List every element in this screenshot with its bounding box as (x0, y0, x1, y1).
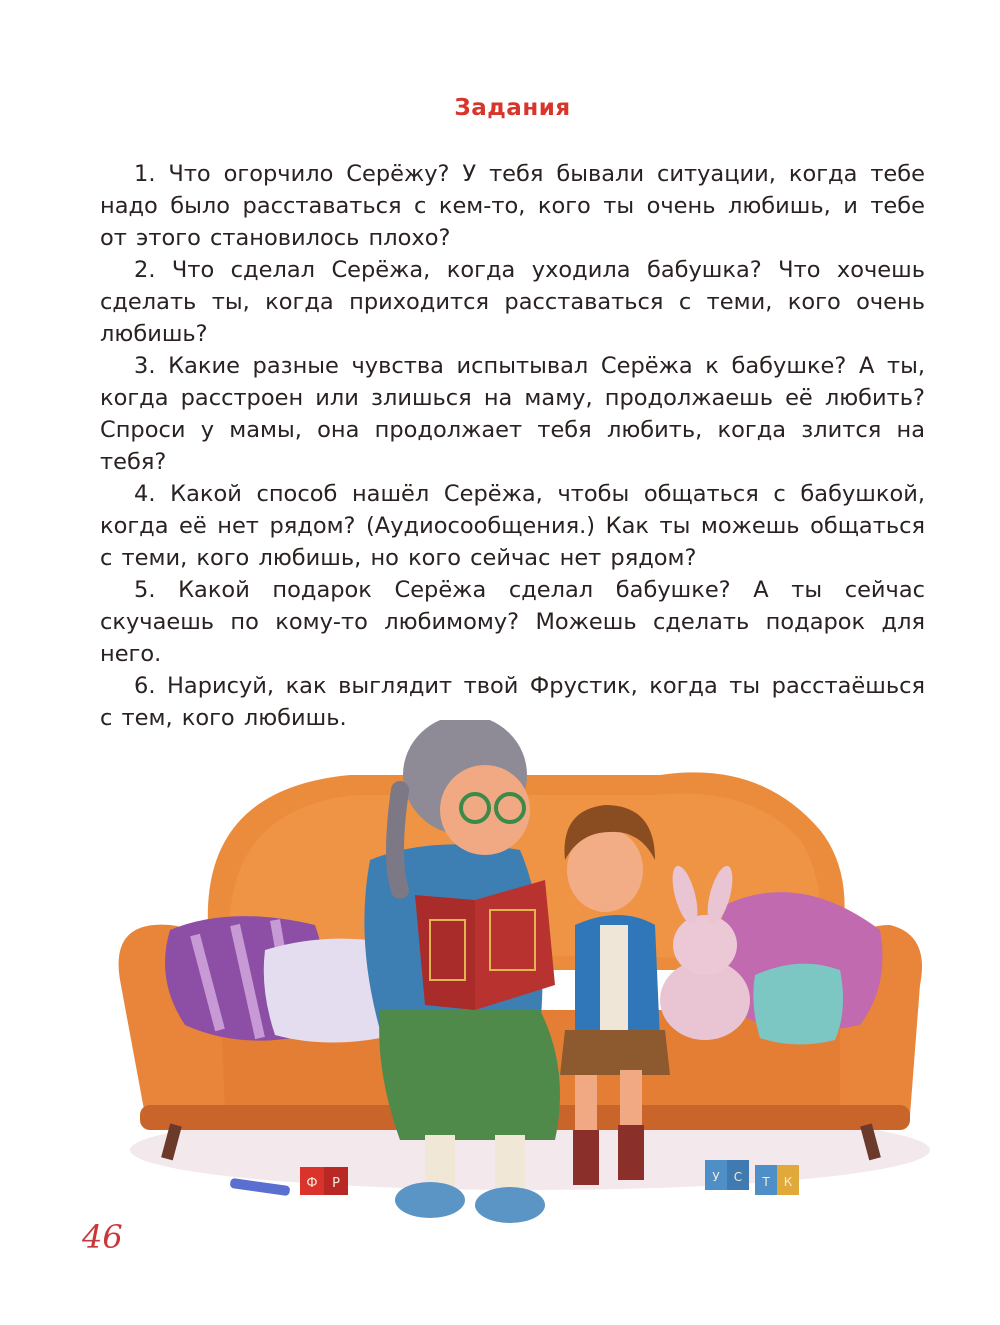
task-item: 3. Какие разные чувства испытывал Серёжа к бабушке? А ты, когда расстроен или злишься на маму, продолжаешь её любить? Спроси у мамы, она продолжает тебя любить, когда злится на тебя? (100, 353, 925, 475)
block-letter: У (712, 1170, 720, 1184)
block-letter: Р (332, 1176, 340, 1191)
task-item: 1. Что огорчило Серёжу? У тебя бывали ситуации, когда тебе надо было расставаться с кем-то, кого ты очень любишь, и тебе от этого становилось плохо? (100, 161, 925, 251)
block-letter: С (733, 1170, 743, 1184)
task-item: 4. Какой способ нашёл Серёжа, чтобы общаться с бабушкой, когда её нет рядом? (Аудиосообщения.) Как ты можешь общаться с теми, кого любишь, но кого сейчас нет рядом? (100, 481, 925, 571)
task-item: 5. Какой подарок Серёжа сделал бабушке? А ты сейчас скучаешь по кому-то любимому? Можешь сделать подарок для него. (100, 577, 925, 667)
toy-block-left (300, 1167, 348, 1195)
page-title: Задания (454, 95, 571, 121)
task-list (100, 158, 925, 734)
task-item: 6. Нарисуй, как выглядит твой Фрустик, когда ты расстаёшься с тем, кого любишь. (100, 673, 925, 731)
grandmother-skirt (379, 1010, 560, 1140)
pillow-patterned (753, 964, 843, 1045)
shoe-right (475, 1187, 545, 1223)
block-letter: Ф (306, 1176, 318, 1191)
boy-shorts (560, 1030, 670, 1075)
block-letter: Т (762, 1175, 770, 1189)
grandmother-face (440, 765, 530, 855)
task-item: 2. Что сделал Серёжа, когда уходила бабушка? Что хочешь сделать ты, когда приходится расставаться с теми, кого очень любишь? (100, 257, 925, 347)
grandmother-and-boy-illustration (100, 720, 930, 1240)
shoe-left (395, 1182, 465, 1218)
page-number: 46 (82, 1218, 123, 1256)
block-letter: К (783, 1175, 793, 1189)
